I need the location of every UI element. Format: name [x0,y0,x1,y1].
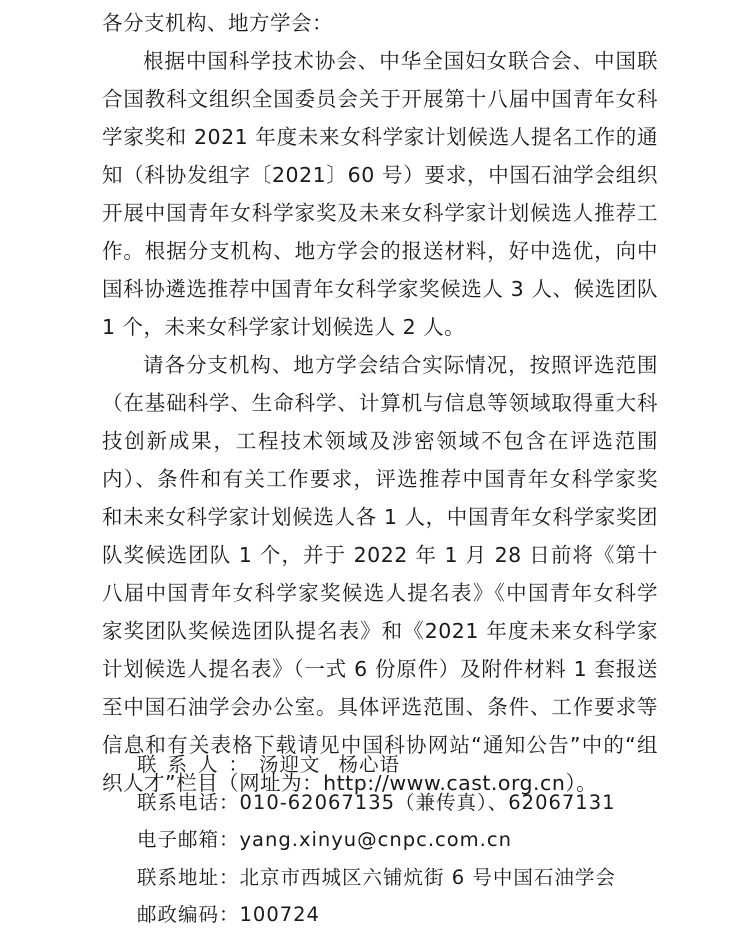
contact-postcode-value: 100724 [239,903,320,926]
contact-email-value: yang.xinyu@cnpc.com.cn [239,828,512,851]
contact-address-value: 北京市西城区六铺炕街 6 号中国石油学会 [239,865,616,889]
contact-phone-value: 010-62067135（兼传真）、62067131 [239,790,616,814]
contact-email-label: 电子邮箱： [137,828,240,851]
contact-phone-label: 联系电话： [137,790,240,814]
contact-person-gap [321,746,339,784]
paragraph-2: 请各分支机构、地方学会结合实际情况，按照评选范围（在基础科学、生命科学、计算机与信息等领域取得重大科技创新成果，工程技术领域及涉密领域不包含在评选范围内）、条件和有关工作要求，评选推荐中国青年女科学家奖和未来女科学家计划候选人各 1 人，中国青年女科学家奖团队奖候选团队 1 个，并于 2022 年 1 月 28 日前将《第十八届中国青年女科学家奖候选人提名表》《中国青年女科学家奖团队奖候选团队提名表》和《2021 年度未来女科学家计划候选人提名表》（一式 6 份原件）及附件材料 1 套报送至中国石油学会办公室。具体评选范围、条件、工作要求等信息和有关表格下载请见中国科协网站“通知公告”中的“组织人才”栏目（网址为：http://www.cast.org.cn）。 [102,353,658,795]
contact-address-row [137,859,697,897]
contact-person-2: 杨心语 [338,753,401,776]
contact-block [137,746,697,934]
contact-address-label: 联系地址： [137,865,240,889]
salutation: 各分支机构、地方学会： [102,11,333,35]
contact-postcode-label: 邮政编码： [137,903,240,926]
contact-phone-row [137,784,697,822]
contact-person-row [137,746,697,784]
paragraph-1: 根据中国科学技术协会、中华全国妇女联合会、中国联合国教科文组织全国委员会关于开展第十八届中国青年女科学家奖和 2021 年度未来女科学家计划候选人提名工作的通知（科协发组字〔2021〕60 号）要求，中国石油学会组织开展中国青年女科学家奖及未来女科学家计划候选人推荐工作。根据分支机构、地方学会的报送材料，好中选优，向中国科协遴选推荐中国青年女科学家奖候选人 3 人、候选团队 1 个，未来女科学家计划候选人 2 人。 [102,49,658,339]
contact-postcode-row [137,896,697,934]
contact-person-label: 联系人： [137,753,260,776]
contact-email-row [137,821,697,859]
document-body [102,4,658,802]
contact-person-1: 汤迎文 [259,753,321,776]
